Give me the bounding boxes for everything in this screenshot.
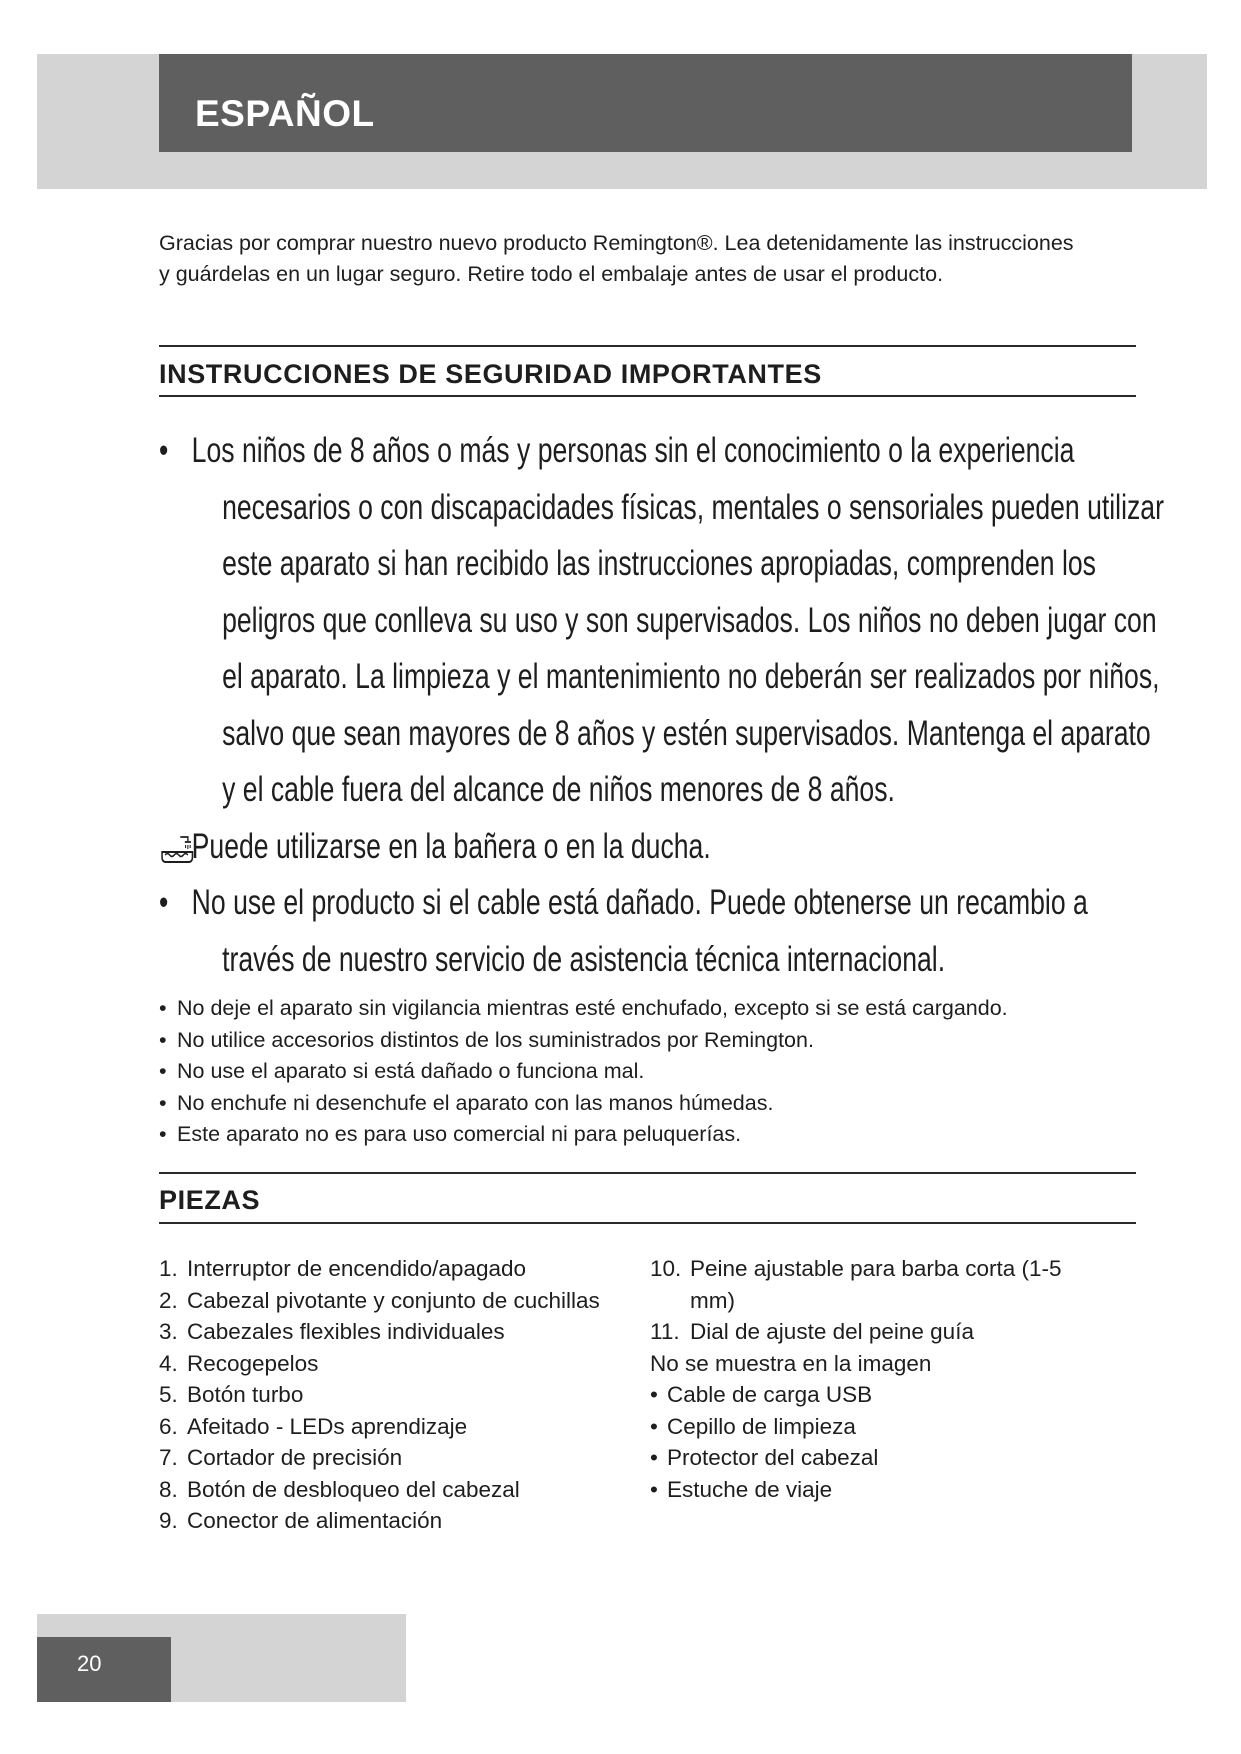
parts-title: PIEZAS	[159, 1185, 261, 1215]
list-item	[159, 875, 1170, 988]
divider	[159, 345, 1136, 347]
list-item-first-line: Los niños de 8 años o más y personas sin el conocimiento o la experiencia	[191, 431, 1075, 470]
list-item-continuation: través de nuestro servicio de asistencia técnica internacional.	[222, 939, 946, 979]
not-shown-heading: No se muestra en la imagen	[650, 1350, 932, 1376]
list-item: 4. Recogepelos	[159, 1350, 319, 1376]
bath-item-label: Puede utilizarse en la bañera o en la ducha.	[191, 826, 711, 866]
list-item: 1. Interruptor de encendido/apagado	[159, 1256, 527, 1281]
list-item: 7. Cortador de precisión	[159, 1445, 403, 1470]
list-item: • Protector del cabezal	[650, 1445, 879, 1470]
list-item: • Este aparato no es para uso comercial ni para peluquerías.	[159, 1122, 742, 1146]
list-item-continuation: necesarios o con discapacidades físicas, mentales o sensoriales pueden utilizar este aparato si han recibido las instrucciones apropiadas, comprenden los peligros que conlleva su uso y son supervisados. Los niños no deben jugar con el aparato. La limpieza y el mantenimiento no deberán ser realizados por niños, salvo que sean mayores de 8 años y estén supervisados. Mantenga el aparato y el cable fuera del alcance de niños menores de 8 años.	[222, 487, 1164, 809]
divider	[159, 395, 1136, 397]
list-item: • No utilice accesorios distintos de los suministrados por Remington.	[159, 1027, 814, 1052]
list-item: • Cepillo de limpieza	[650, 1413, 856, 1439]
list-item: 11. Dial de ajuste del peine guía	[650, 1319, 974, 1344]
language-title: ESPAÑOL	[195, 93, 375, 134]
parts-list-left	[159, 1253, 629, 1537]
safety-small-list	[159, 993, 1119, 1151]
list-item: 5. Botón turbo	[159, 1382, 304, 1407]
safety-large-list	[159, 423, 1170, 988]
list-item-continuation: mm)	[690, 1287, 735, 1313]
divider	[159, 1222, 1136, 1224]
parts-list-right	[650, 1253, 1130, 1505]
bullet: •	[159, 883, 169, 922]
list-item: • Estuche de viaje	[650, 1476, 833, 1502]
list-item: • No enchufe ni desenchufe el aparato con las manos húmedas.	[159, 1090, 774, 1115]
language-header	[159, 54, 1132, 152]
list-item: 3. Cabezales flexibles individuales	[159, 1319, 505, 1344]
intro-paragraph: Gracias por comprar nuestro nuevo producto Remington®. Lea detenidamente las instrucciones y guárdelas en un lugar seguro. Retire todo el embalaje antes de usar el producto.	[159, 231, 1074, 286]
list-item: 6. Afeitado - LEDs aprendizaje	[159, 1413, 468, 1439]
list-item: 2. Cabezal pivotante y conjunto de cuchillas	[159, 1287, 600, 1313]
list-item: • No use el aparato si está dañado o funciona mal.	[159, 1059, 645, 1083]
divider	[159, 1172, 1136, 1174]
list-item-bath	[159, 819, 1170, 876]
list-item: 9. Conector de alimentación	[159, 1508, 443, 1533]
list-item-first-line: No use el producto si el cable está dañado. Puede obtenerse un recambio a	[191, 883, 1088, 922]
list-item	[159, 423, 1170, 819]
list-item: 8. Botón de desbloqueo del cabezal	[159, 1476, 520, 1502]
list-item: • Cable de carga USB	[650, 1382, 873, 1407]
page-number: 20	[77, 1651, 102, 1676]
safety-title: INSTRUCCIONES DE SEGURIDAD IMPORTANTES	[159, 359, 822, 389]
list-item: 10. Peine ajustable para barba corta (1-5	[650, 1256, 1062, 1281]
list-item: • No deje el aparato sin vigilancia mientras esté enchufado, excepto si se está cargando.	[159, 996, 1008, 1020]
bullet: •	[159, 431, 169, 470]
page-number-box	[37, 1637, 171, 1702]
bathtub-shower-icon	[159, 835, 197, 865]
